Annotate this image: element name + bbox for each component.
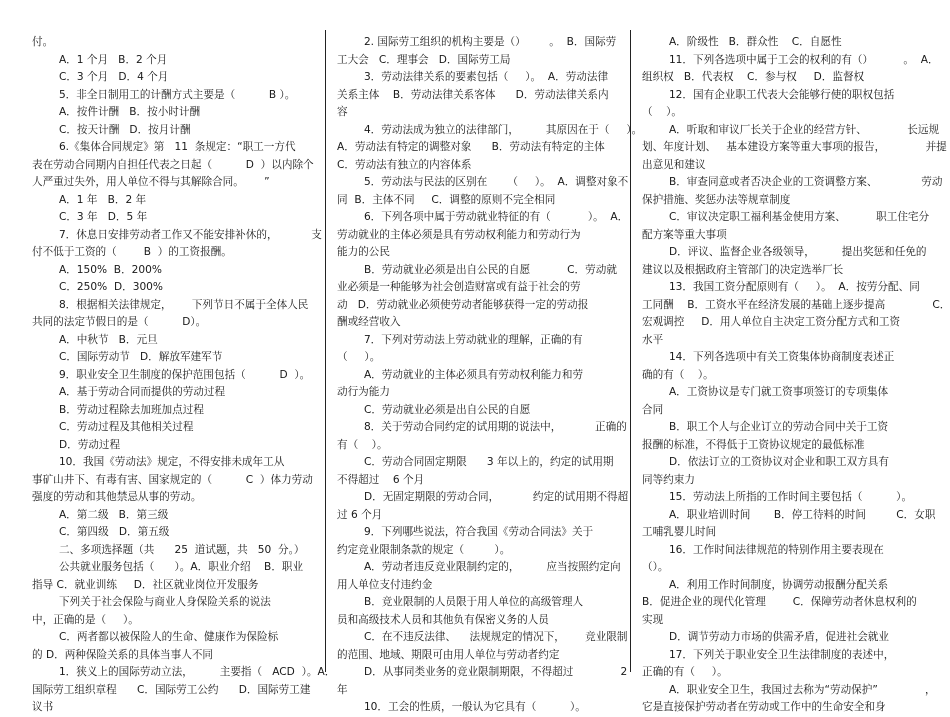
text-line: 用人单位支付违约金 — [337, 578, 433, 591]
text-line: C．3 年 D．5 年 — [32, 211, 148, 223]
text-line: 保护措施、奖惩办法等规章制度 — [642, 193, 791, 206]
text-line: 下列关于社会保险与商业人身保险关系的说法 — [32, 596, 271, 608]
text-line: 确的有（ ）。 — [642, 368, 714, 381]
text-line: A．中秋节 B．元旦 — [32, 333, 158, 346]
text-line: A．基于劳动合同而提供的劳动过程 — [32, 386, 226, 398]
text-line: （ ）。 — [337, 351, 381, 363]
text-line: 正确的有（ ）。 — [642, 666, 728, 678]
text-column-right — [642, 34, 950, 713]
text-line: 13．我国工资分配原则有（ ）。 A．按劳分配、同 — [642, 281, 920, 293]
text-line: 中，正确的是（ ）。 — [32, 613, 139, 626]
text-line: 过 6 个月 — [337, 508, 383, 521]
text-line: 8．关于劳动合同约定的试用期的说法中， 正确的 — [337, 421, 627, 433]
text-line: B．劳动过程除去加班加点过程 — [32, 403, 204, 416]
text-line: C．劳动就业必须是出自公民的自愿 — [337, 403, 531, 416]
text-line: 组织权 B．代表权 C．参与权 D．监督权 — [642, 71, 865, 83]
text-line: 4．劳动法成为独立的法律部门， 其原因在于（ ）。 — [337, 123, 643, 136]
text-line: 员和高级技术人员和其他负有保密义务的人员 — [337, 613, 549, 626]
text-line: 水平 — [642, 333, 664, 346]
text-line: 同等约束力 — [642, 473, 695, 486]
text-line: 7．下列对劳动法上劳动就业的理解，正确的有 — [337, 333, 583, 346]
text-line: 5．非全日制用工的计酬方式主要是（ B ）。 — [32, 88, 296, 101]
text-line: D．依法订立的工资协议对企业和职工双方具有 — [642, 456, 889, 468]
text-line: 的 D．两种保险关系的具体当事人不同 — [32, 648, 214, 661]
text-line: A．1 年 B．2 年 — [32, 193, 147, 206]
text-line: B．审查同意或者否决企业的工资调整方案、 劳动 — [642, 176, 943, 188]
text-line: 9．下列哪些说法，符合我国《劳动合同法》关于 — [337, 526, 594, 538]
text-line: 的范围、地域、期限可由用人单位与劳动者约定 — [337, 648, 560, 661]
text-line: 工同酬 B．工资水平在经济发展的基础上逐步提高 C． — [642, 298, 950, 311]
text-line: C．审议决定职工福利基金使用方案、 职工住宅分 — [642, 211, 930, 223]
text-line: 宏观调控 D．用人单位自主决定工资分配方式和工资 — [642, 316, 901, 328]
text-line: A．劳动就业的主体必须具有劳动权利能力和劳 — [337, 368, 584, 381]
text-line: 二、多项选择题（共 25 道试题，共 50 分。） — [32, 543, 305, 556]
text-line: A．1 个月 B．2 个月 — [32, 53, 168, 66]
text-line: 实现 — [642, 613, 664, 626]
text-line: 5．劳动法与民法的区别在 （ ）。 A．调整对象不 — [337, 176, 629, 188]
text-line: 付。 — [32, 36, 54, 48]
text-line: C．两者都以被保险人的生命、健康作为保险标 — [32, 631, 279, 643]
text-line: （）。 — [642, 561, 669, 573]
text-line: D．评议、监督企业各级领导， 提出奖惩和任免的 — [642, 246, 927, 258]
text-line: 不得超过 6 个月 — [337, 473, 425, 486]
text-line: A．第二级 B．第三级 — [32, 508, 169, 521]
text-line: 2. 国际劳工组织的机构主要是（） 。 B．国际劳 — [337, 36, 617, 48]
text-line: B．职工个人与企业订立的劳动合同中关于工资 — [642, 421, 889, 433]
text-line: 约定竞业限制条款的规定（ ）。 — [337, 543, 511, 556]
text-line: C．劳动过程及其他相关过程 — [32, 421, 194, 433]
text-line: 报酬的标准，不得低于工资协议规定的最低标准 — [642, 438, 865, 451]
text-line: 业必须是一种能够为社会创造财富或有益于社会的劳 — [337, 281, 581, 293]
text-line: C．在不违反法律、 法规规定的情况下， 竞业限制 — [337, 631, 628, 643]
text-line: C．劳动合同固定期限 3 年以上的，约定的试用期 — [337, 456, 614, 468]
text-line: A．劳动者违反竞业限制约定的， 应当按照约定向 — [337, 561, 621, 573]
text-line: 建议以及根据政府主管部门的决定选举厂长 — [642, 263, 844, 276]
text-line: 10．工会的性质，一般认为它具有（ ）。 — [337, 701, 586, 713]
text-line: 酬或经营收入 — [337, 316, 401, 328]
text-line: 1．狭义上的国际劳动立法， 主要指（ ACD ）。A． — [32, 666, 336, 678]
text-line: 劳动就业的主体必须是具有劳动权利能力和劳动行为 — [337, 228, 581, 241]
text-line: 表在劳动合同期内自担任代表之日起（ D ）以内除个 — [32, 158, 314, 171]
text-line: 指导 C．就业训练 D．社区就业岗位开发服务 — [32, 578, 259, 591]
text-line: C．3 个月 D．4 个月 — [32, 71, 169, 83]
text-line: C．劳动法有独立的内容体系 — [337, 158, 472, 171]
text-column-left — [32, 34, 336, 713]
text-line: 10．我国《劳动法》规定，不得安排未成年工从 — [32, 456, 285, 468]
text-line: C．按天计酬 D．按月计酬 — [32, 123, 191, 136]
text-line: 工大会 C．理事会 D．国际劳工局 — [337, 53, 511, 66]
text-line: 出意见和建议 — [642, 158, 706, 171]
text-line: 公共就业服务包括（ ）。A．职业介绍 B．职业 — [32, 561, 304, 573]
text-line: 划、年度计划、 基本建设方案等重大事项的报告， 并提 — [642, 141, 947, 153]
text-line: 年 — [337, 683, 348, 696]
text-line: B．劳动就业必须是出自公民的自愿 C．劳动就 — [337, 263, 617, 276]
text-line: A．工资协议是专门就工资事项签订的专项集体 — [642, 386, 889, 398]
text-line: D．调节劳动力市场的供需矛盾，促进社会就业 — [642, 631, 889, 643]
text-line: C．250% D．300% — [32, 281, 163, 293]
text-line: D．无固定期限的劳动合同， 约定的试用期不得超 — [337, 491, 629, 503]
text-line: 强度的劳动和其他禁忌从事的劳动。 — [32, 491, 202, 503]
text-line: D．劳动过程 — [32, 438, 121, 451]
text-line: A．150% B．200% — [32, 263, 162, 276]
text-column-middle — [337, 34, 643, 713]
text-line: 付不低于工资的（ B ）的工资报酬。 — [32, 246, 232, 258]
text-line: A．按件计酬 B．按小时计酬 — [32, 106, 201, 118]
text-line: 6．下列各项中属于劳动就业特征的有（ ）。 A． — [337, 211, 629, 223]
text-line: C．第四级 D．第五级 — [32, 526, 170, 538]
text-line: 合同 — [642, 403, 664, 416]
column-divider — [325, 30, 326, 672]
text-line: 配方案等重大事项 — [642, 228, 727, 241]
text-line: A．劳动法有特定的调整对象 B．劳动法有特定的主体 — [337, 141, 605, 153]
text-line: 有（ ）。 — [337, 438, 388, 451]
text-line: 动 D．劳动就业必须使劳动者能够获得一定的劳动报 — [337, 298, 589, 311]
text-line: 容 — [337, 106, 348, 118]
text-line: A．听取和审议厂长关于企业的经营方针、 长远规 — [642, 123, 940, 136]
column-divider — [630, 30, 631, 672]
text-line: 关系主体 B．劳动法律关系客体 D．劳动法律关系内 — [337, 88, 609, 101]
text-line: 11．下列各选项中属于工会的权利的有（） 。 A． — [642, 53, 939, 66]
text-line: 工哺乳婴儿时间 — [642, 526, 717, 538]
text-line: 8．根据相关法律规定， 下列节日不属于全体人民 — [32, 298, 309, 311]
text-line: 人严重过失外，用人单位不得与其解除合同。 ” — [32, 176, 270, 188]
text-line: 16．工作时间法律规范的特别作用主要表现在 — [642, 543, 884, 556]
text-line: B．促进企业的现代化管理 C．保障劳动者休息权利的 — [642, 596, 917, 608]
text-line: A．职业培训时间 B．停工待料的时间 C．女职 — [642, 508, 936, 521]
text-line: 9．职业安全卫生制度的保护范围包括（ D ）。 — [32, 368, 311, 381]
text-line: （ ）。 — [642, 106, 682, 118]
text-line: B．竞业限制的人员限于用人单位的高级管理人 — [337, 596, 584, 608]
text-line: 6.《集体合同规定》第 11 条规定：“职工一方代 — [32, 141, 296, 153]
text-line: 同 B．主体不同 C．调整的原则不完全相同 — [337, 193, 556, 206]
text-line: D．从事同类业务的竞业限制期限，不得超过 2 — [337, 666, 628, 678]
text-line: 动行为能力 — [337, 386, 390, 398]
text-line: A．阶级性 B．群众性 C．自愿性 — [642, 36, 842, 48]
text-line: 15．劳动法上所指的工作时间主要包括（ ）。 — [642, 491, 913, 503]
text-line: A．职业安全卫生，我国过去称为“劳动保护” ， — [642, 683, 936, 696]
text-line: C．国际劳动节 D．解放军建军节 — [32, 351, 223, 363]
text-line: 17．下列关于职业安全卫生法律制度的表述中， — [642, 648, 895, 661]
text-line: 国际劳工组织章程 C．国际劳工公约 D．国际劳工建 — [32, 683, 311, 696]
text-line: 14．下列各选项中有关工资集体协商制度表述正 — [642, 351, 895, 363]
text-line: A．利用工作时间制度，协调劳动报酬分配关系 — [642, 578, 889, 591]
text-line: 事矿山井下、有毒有害、国家规定的（ C ）体力劳动 — [32, 473, 313, 486]
text-line: 共同的法定节假日的是（ D）。 — [32, 316, 207, 328]
text-line: 7．休息日安排劳动者工作又不能安排补休的， 支 — [32, 228, 322, 241]
text-line: 3．劳动法律关系的要素包括（ ）。 A．劳动法律 — [337, 71, 609, 83]
text-line: 议书 — [32, 701, 54, 713]
text-line: 12．国有企业职工代表大会能够行使的职权包括 — [642, 88, 895, 101]
text-line: 它是直接保护劳动者在劳动或工作中的生命安全和身 — [642, 701, 886, 713]
text-line: 能力的公民 — [337, 246, 390, 258]
